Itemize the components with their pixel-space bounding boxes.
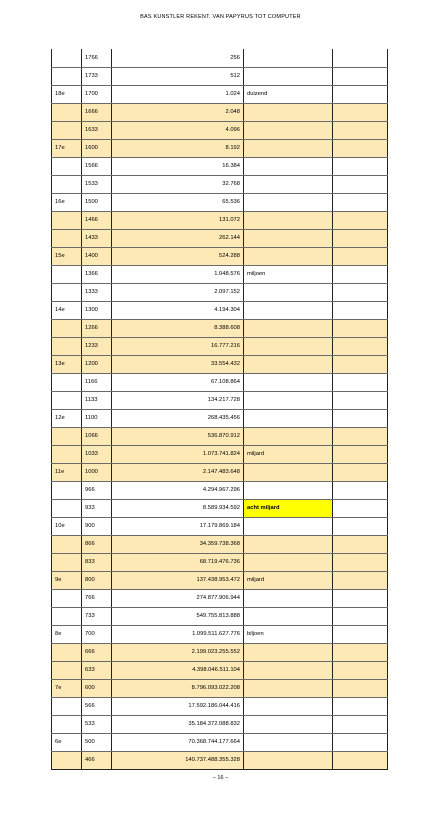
century-cell: 12e <box>52 409 82 427</box>
value-cell: 134.217.728 <box>112 391 244 409</box>
table-row <box>52 391 388 409</box>
value-cell: 67.108.864 <box>112 373 244 391</box>
year-cell: 1033 <box>82 445 112 463</box>
year-cell: 1266 <box>82 319 112 337</box>
table-row <box>52 373 388 391</box>
year-cell: 1666 <box>82 103 112 121</box>
century-cell <box>52 751 82 769</box>
table-row <box>52 229 388 247</box>
value-cell: 16.384 <box>112 157 244 175</box>
note-cell: miljoen <box>244 265 333 283</box>
value-cell: 4.194.304 <box>112 301 244 319</box>
value-cell: 33.554.432 <box>112 355 244 373</box>
note-cell: acht miljard <box>244 499 333 517</box>
century-cell <box>52 589 82 607</box>
table-row <box>52 319 388 337</box>
note-cell <box>244 337 333 355</box>
value-cell: 35.184.372.088.832 <box>112 715 244 733</box>
note-cell <box>244 355 333 373</box>
note-cell <box>244 121 333 139</box>
year-cell: 1233 <box>82 337 112 355</box>
table-row <box>52 427 388 445</box>
note-cell <box>244 715 333 733</box>
value-cell: 17.592.186.044.416 <box>112 697 244 715</box>
century-cell <box>52 391 82 409</box>
year-cell: 1400 <box>82 247 112 265</box>
century-cell <box>52 643 82 661</box>
year-cell: 1000 <box>82 463 112 481</box>
year-cell: 500 <box>82 733 112 751</box>
year-cell: 466 <box>82 751 112 769</box>
year-cell: 1600 <box>82 139 112 157</box>
century-cell: 16e <box>52 193 82 211</box>
table-row <box>52 139 388 157</box>
year-cell: 900 <box>82 517 112 535</box>
empty-cell <box>333 463 388 481</box>
year-cell: 866 <box>82 535 112 553</box>
value-cell: 4.096 <box>112 121 244 139</box>
empty-cell <box>333 373 388 391</box>
century-cell: 8e <box>52 625 82 643</box>
year-cell: 1566 <box>82 157 112 175</box>
value-cell: 1.048.576 <box>112 265 244 283</box>
year-cell: 966 <box>82 481 112 499</box>
table-row <box>52 607 388 625</box>
table-row <box>52 157 388 175</box>
century-cell <box>52 661 82 679</box>
empty-cell <box>333 409 388 427</box>
table-row <box>52 265 388 283</box>
year-cell: 1466 <box>82 211 112 229</box>
value-cell: 65.536 <box>112 193 244 211</box>
value-cell: 131.072 <box>112 211 244 229</box>
table-row <box>52 355 388 373</box>
table-row <box>52 301 388 319</box>
empty-cell <box>333 427 388 445</box>
table-row <box>52 625 388 643</box>
empty-cell <box>333 265 388 283</box>
value-cell: 1.099.511.627.776 <box>112 625 244 643</box>
century-cell: 18e <box>52 85 82 103</box>
note-cell <box>244 481 333 499</box>
note-cell <box>244 211 333 229</box>
empty-cell <box>333 679 388 697</box>
value-cell: 256 <box>112 49 244 67</box>
year-cell: 800 <box>82 571 112 589</box>
value-cell: 1.024 <box>112 85 244 103</box>
empty-cell <box>333 157 388 175</box>
empty-cell <box>333 589 388 607</box>
year-cell: 1100 <box>82 409 112 427</box>
century-cell <box>52 535 82 553</box>
empty-cell <box>333 733 388 751</box>
empty-cell <box>333 535 388 553</box>
century-cell <box>52 121 82 139</box>
empty-cell <box>333 211 388 229</box>
note-cell <box>244 697 333 715</box>
empty-cell <box>333 337 388 355</box>
note-cell <box>244 319 333 337</box>
table-row <box>52 679 388 697</box>
century-cell: 17e <box>52 139 82 157</box>
empty-cell <box>333 175 388 193</box>
table-row <box>52 517 388 535</box>
table-row <box>52 643 388 661</box>
empty-cell <box>333 193 388 211</box>
note-cell <box>244 589 333 607</box>
value-cell: 549.755.813.888 <box>112 607 244 625</box>
empty-cell <box>333 121 388 139</box>
empty-cell <box>333 229 388 247</box>
note-cell <box>244 283 333 301</box>
table-row <box>52 283 388 301</box>
century-cell <box>52 337 82 355</box>
century-cell: 7e <box>52 679 82 697</box>
year-cell: 1433 <box>82 229 112 247</box>
value-cell: 524.288 <box>112 247 244 265</box>
empty-cell <box>333 751 388 769</box>
value-cell: 268.435.456 <box>112 409 244 427</box>
empty-cell <box>333 517 388 535</box>
empty-cell <box>333 355 388 373</box>
note-cell: miljard <box>244 445 333 463</box>
century-cell: 14e <box>52 301 82 319</box>
empty-cell <box>333 643 388 661</box>
value-cell: 16.777.216 <box>112 337 244 355</box>
empty-cell <box>333 139 388 157</box>
value-cell: 8.589.934.592 <box>112 499 244 517</box>
year-cell: 600 <box>82 679 112 697</box>
year-cell: 533 <box>82 715 112 733</box>
table-row <box>52 337 388 355</box>
year-cell: 1700 <box>82 85 112 103</box>
year-cell: 1500 <box>82 193 112 211</box>
year-cell: 1333 <box>82 283 112 301</box>
page-number: – 16 – <box>212 775 229 781</box>
century-cell <box>52 481 82 499</box>
table-row <box>52 409 388 427</box>
table-row <box>52 733 388 751</box>
value-cell: 32.768 <box>112 175 244 193</box>
empty-cell <box>333 571 388 589</box>
year-cell: 566 <box>82 697 112 715</box>
century-cell <box>52 445 82 463</box>
table-row <box>52 211 388 229</box>
table-row <box>52 535 388 553</box>
year-cell: 933 <box>82 499 112 517</box>
table-row <box>52 67 388 85</box>
value-cell: 1.073.741.824 <box>112 445 244 463</box>
table-row <box>52 121 388 139</box>
value-cell: 274.877.906.944 <box>112 589 244 607</box>
value-cell: 262.144 <box>112 229 244 247</box>
century-cell: 6e <box>52 733 82 751</box>
value-cell: 512 <box>112 67 244 85</box>
value-cell: 4.294.967.296 <box>112 481 244 499</box>
year-cell: 1166 <box>82 373 112 391</box>
note-cell <box>244 607 333 625</box>
table-row <box>52 103 388 121</box>
empty-cell <box>333 301 388 319</box>
value-cell: 140.737.488.355.328 <box>112 751 244 769</box>
value-cell: 8.388.608 <box>112 319 244 337</box>
table-row <box>52 463 388 481</box>
note-cell <box>244 553 333 571</box>
note-cell <box>244 391 333 409</box>
century-cell <box>52 265 82 283</box>
year-cell: 1066 <box>82 427 112 445</box>
table-row <box>52 715 388 733</box>
year-cell: 700 <box>82 625 112 643</box>
note-cell <box>244 517 333 535</box>
year-cell: 633 <box>82 661 112 679</box>
year-cell: 833 <box>82 553 112 571</box>
empty-cell <box>333 67 388 85</box>
empty-cell <box>333 445 388 463</box>
table-row <box>52 661 388 679</box>
table-row <box>52 751 388 769</box>
value-cell: 8.192 <box>112 139 244 157</box>
empty-cell <box>333 697 388 715</box>
empty-cell <box>333 103 388 121</box>
year-cell: 666 <box>82 643 112 661</box>
note-cell <box>244 67 333 85</box>
century-cell <box>52 175 82 193</box>
value-cell: 2.048 <box>112 103 244 121</box>
century-cell: 11e <box>52 463 82 481</box>
table-row <box>52 247 388 265</box>
year-cell: 1366 <box>82 265 112 283</box>
note-cell <box>244 373 333 391</box>
note-cell <box>244 679 333 697</box>
note-cell <box>244 409 333 427</box>
century-cell: 13e <box>52 355 82 373</box>
century-cell <box>52 211 82 229</box>
year-cell: 1766 <box>82 49 112 67</box>
value-cell: 34.359.738.368 <box>112 535 244 553</box>
year-cell: 1533 <box>82 175 112 193</box>
century-cell <box>52 103 82 121</box>
century-cell <box>52 283 82 301</box>
doubling-table-body <box>52 49 388 769</box>
century-cell <box>52 157 82 175</box>
note-cell: biljoen <box>244 625 333 643</box>
value-cell: 2.147.483.648 <box>112 463 244 481</box>
table-row <box>52 499 388 517</box>
year-cell: 1133 <box>82 391 112 409</box>
note-cell <box>244 193 333 211</box>
empty-cell <box>333 49 388 67</box>
table-row <box>52 193 388 211</box>
note-cell <box>244 733 333 751</box>
running-header: BAS KUNSTLER REKENT. VAN PAPYRUS TOT COMPUTER <box>140 14 301 20</box>
century-cell <box>52 67 82 85</box>
table-row <box>52 175 388 193</box>
empty-cell <box>333 319 388 337</box>
note-cell: duizend <box>244 85 333 103</box>
century-cell: 15e <box>52 247 82 265</box>
value-cell: 4.398.046.511.104 <box>112 661 244 679</box>
value-cell: 17.179.869.184 <box>112 517 244 535</box>
century-cell <box>52 319 82 337</box>
table-row <box>52 85 388 103</box>
century-cell <box>52 229 82 247</box>
century-cell <box>52 715 82 733</box>
century-cell <box>52 49 82 67</box>
note-cell <box>244 175 333 193</box>
note-cell <box>244 643 333 661</box>
note-cell <box>244 427 333 445</box>
empty-cell <box>333 283 388 301</box>
century-cell <box>52 607 82 625</box>
table-row <box>52 481 388 499</box>
century-cell <box>52 553 82 571</box>
empty-cell <box>333 553 388 571</box>
note-cell <box>244 103 333 121</box>
century-cell: 10e <box>52 517 82 535</box>
value-cell: 70.368.744.177.664 <box>112 733 244 751</box>
value-cell: 2.199.023.255.552 <box>112 643 244 661</box>
table-row <box>52 697 388 715</box>
table-row <box>52 571 388 589</box>
empty-cell <box>333 499 388 517</box>
century-cell <box>52 373 82 391</box>
year-cell: 1200 <box>82 355 112 373</box>
century-cell: 9e <box>52 571 82 589</box>
year-cell: 766 <box>82 589 112 607</box>
table-row <box>52 589 388 607</box>
year-cell: 1733 <box>82 67 112 85</box>
empty-cell <box>333 607 388 625</box>
note-cell <box>244 751 333 769</box>
note-cell <box>244 229 333 247</box>
empty-cell <box>333 715 388 733</box>
century-cell <box>52 427 82 445</box>
empty-cell <box>333 625 388 643</box>
value-cell: 137.438.953.472 <box>112 571 244 589</box>
note-cell <box>244 247 333 265</box>
note-cell <box>244 535 333 553</box>
empty-cell <box>333 481 388 499</box>
empty-cell <box>333 391 388 409</box>
note-cell <box>244 139 333 157</box>
empty-cell <box>333 85 388 103</box>
year-cell: 733 <box>82 607 112 625</box>
table-row <box>52 49 388 67</box>
note-cell <box>244 661 333 679</box>
year-cell: 1300 <box>82 301 112 319</box>
note-cell <box>244 301 333 319</box>
empty-cell <box>333 247 388 265</box>
note-cell <box>244 157 333 175</box>
century-cell <box>52 697 82 715</box>
value-cell: 536.870.912 <box>112 427 244 445</box>
value-cell: 8.796.093.022.208 <box>112 679 244 697</box>
note-cell <box>244 49 333 67</box>
century-cell <box>52 499 82 517</box>
doubling-table <box>51 49 388 770</box>
table-row <box>52 445 388 463</box>
value-cell: 2.097.152 <box>112 283 244 301</box>
table-row <box>52 553 388 571</box>
value-cell: 68.719.476.736 <box>112 553 244 571</box>
empty-cell <box>333 661 388 679</box>
year-cell: 1633 <box>82 121 112 139</box>
note-cell: miljard <box>244 571 333 589</box>
note-cell <box>244 463 333 481</box>
